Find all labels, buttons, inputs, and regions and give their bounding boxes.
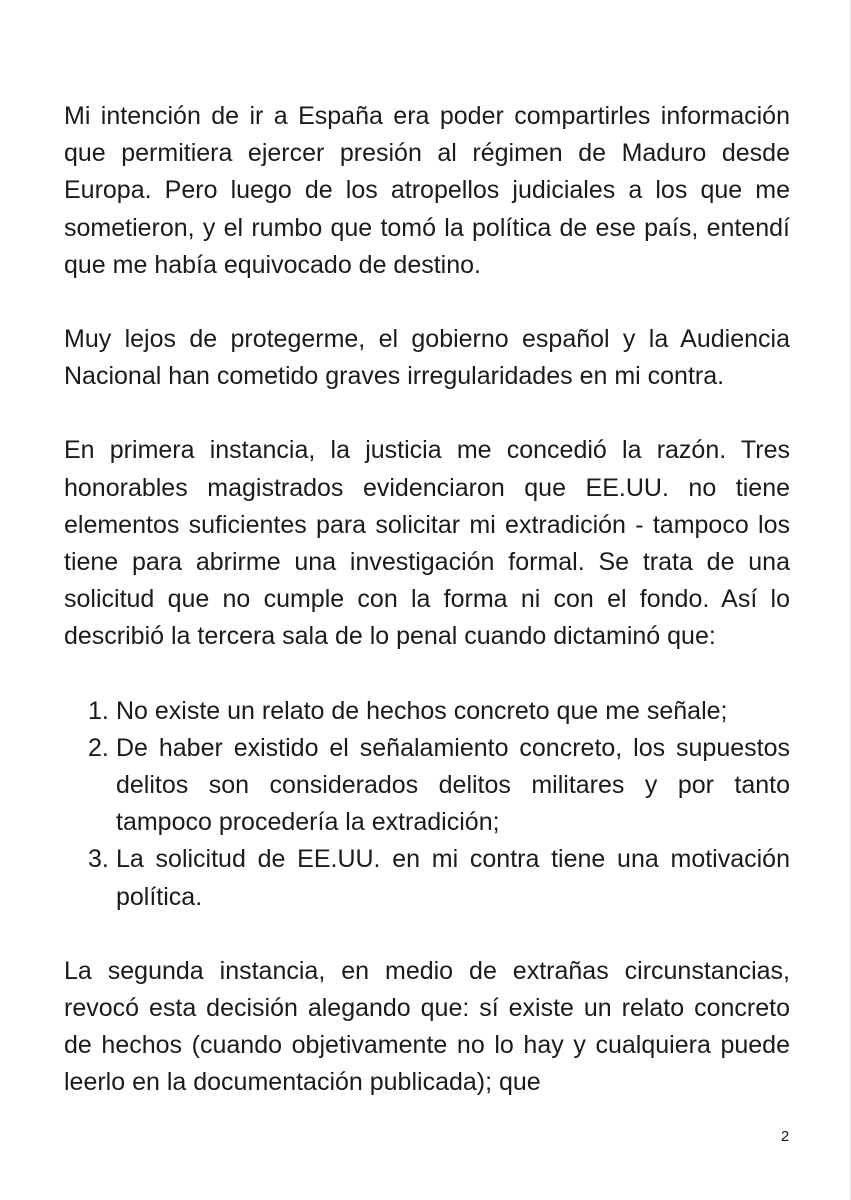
page-number: 2 bbox=[780, 1128, 790, 1145]
list-item-text: De haber existido el señalamiento concreto, los supuestos delitos son considerados delitos militares y por tanto tampoco procedería la extradición; bbox=[116, 733, 790, 837]
list-item bbox=[64, 693, 790, 730]
list-item-text: La solicitud de EE.UU. en mi contra tiene una motivación política. bbox=[116, 845, 790, 911]
ruling-list bbox=[64, 693, 790, 916]
paragraph-second-instance: La segunda instancia, en medio de extrañas circunstancias, revocó esta decisión alegando que: sí existe un relato concreto de hechos (cuando objetivamente no lo hay y cualquiera puede leerlo en la documentación publicada); que bbox=[64, 956, 790, 1097]
list-item-number: 3. bbox=[88, 845, 109, 874]
document-body bbox=[64, 98, 790, 1102]
list-item-number: 2. bbox=[88, 733, 109, 762]
list-item-text: No existe un relato de hechos concreto que me señale; bbox=[116, 696, 728, 725]
list-item bbox=[64, 730, 790, 842]
list-item bbox=[64, 841, 790, 915]
paragraph-irregularities: Muy lejos de protegerme, el gobierno español y la Audiencia Nacional han cometido graves irregularidades en mi contra. bbox=[64, 325, 790, 391]
list-item-number: 1. bbox=[88, 696, 109, 725]
paragraph-first-instance: En primera instancia, la justicia me concedió la razón. Tres honorables magistrados evidenciaron que EE.UU. no tiene elementos suficientes para solicitar mi extradición - tampoco los tiene para abrirme una investigación formal. Se trata de una solicitud que no cumple con la forma ni con el fondo. Así lo describió la tercera sala de lo penal cuando dictaminó que: bbox=[64, 436, 790, 651]
paragraph-intention: Mi intención de ir a España era poder compartirles información que permitiera ejercer presión al régimen de Maduro desde Europa. Pero luego de los atropellos judiciales a los que me sometieron, y el rumbo que tomó la política de ese país, entendí que me había equivocado de destino. bbox=[64, 102, 790, 279]
